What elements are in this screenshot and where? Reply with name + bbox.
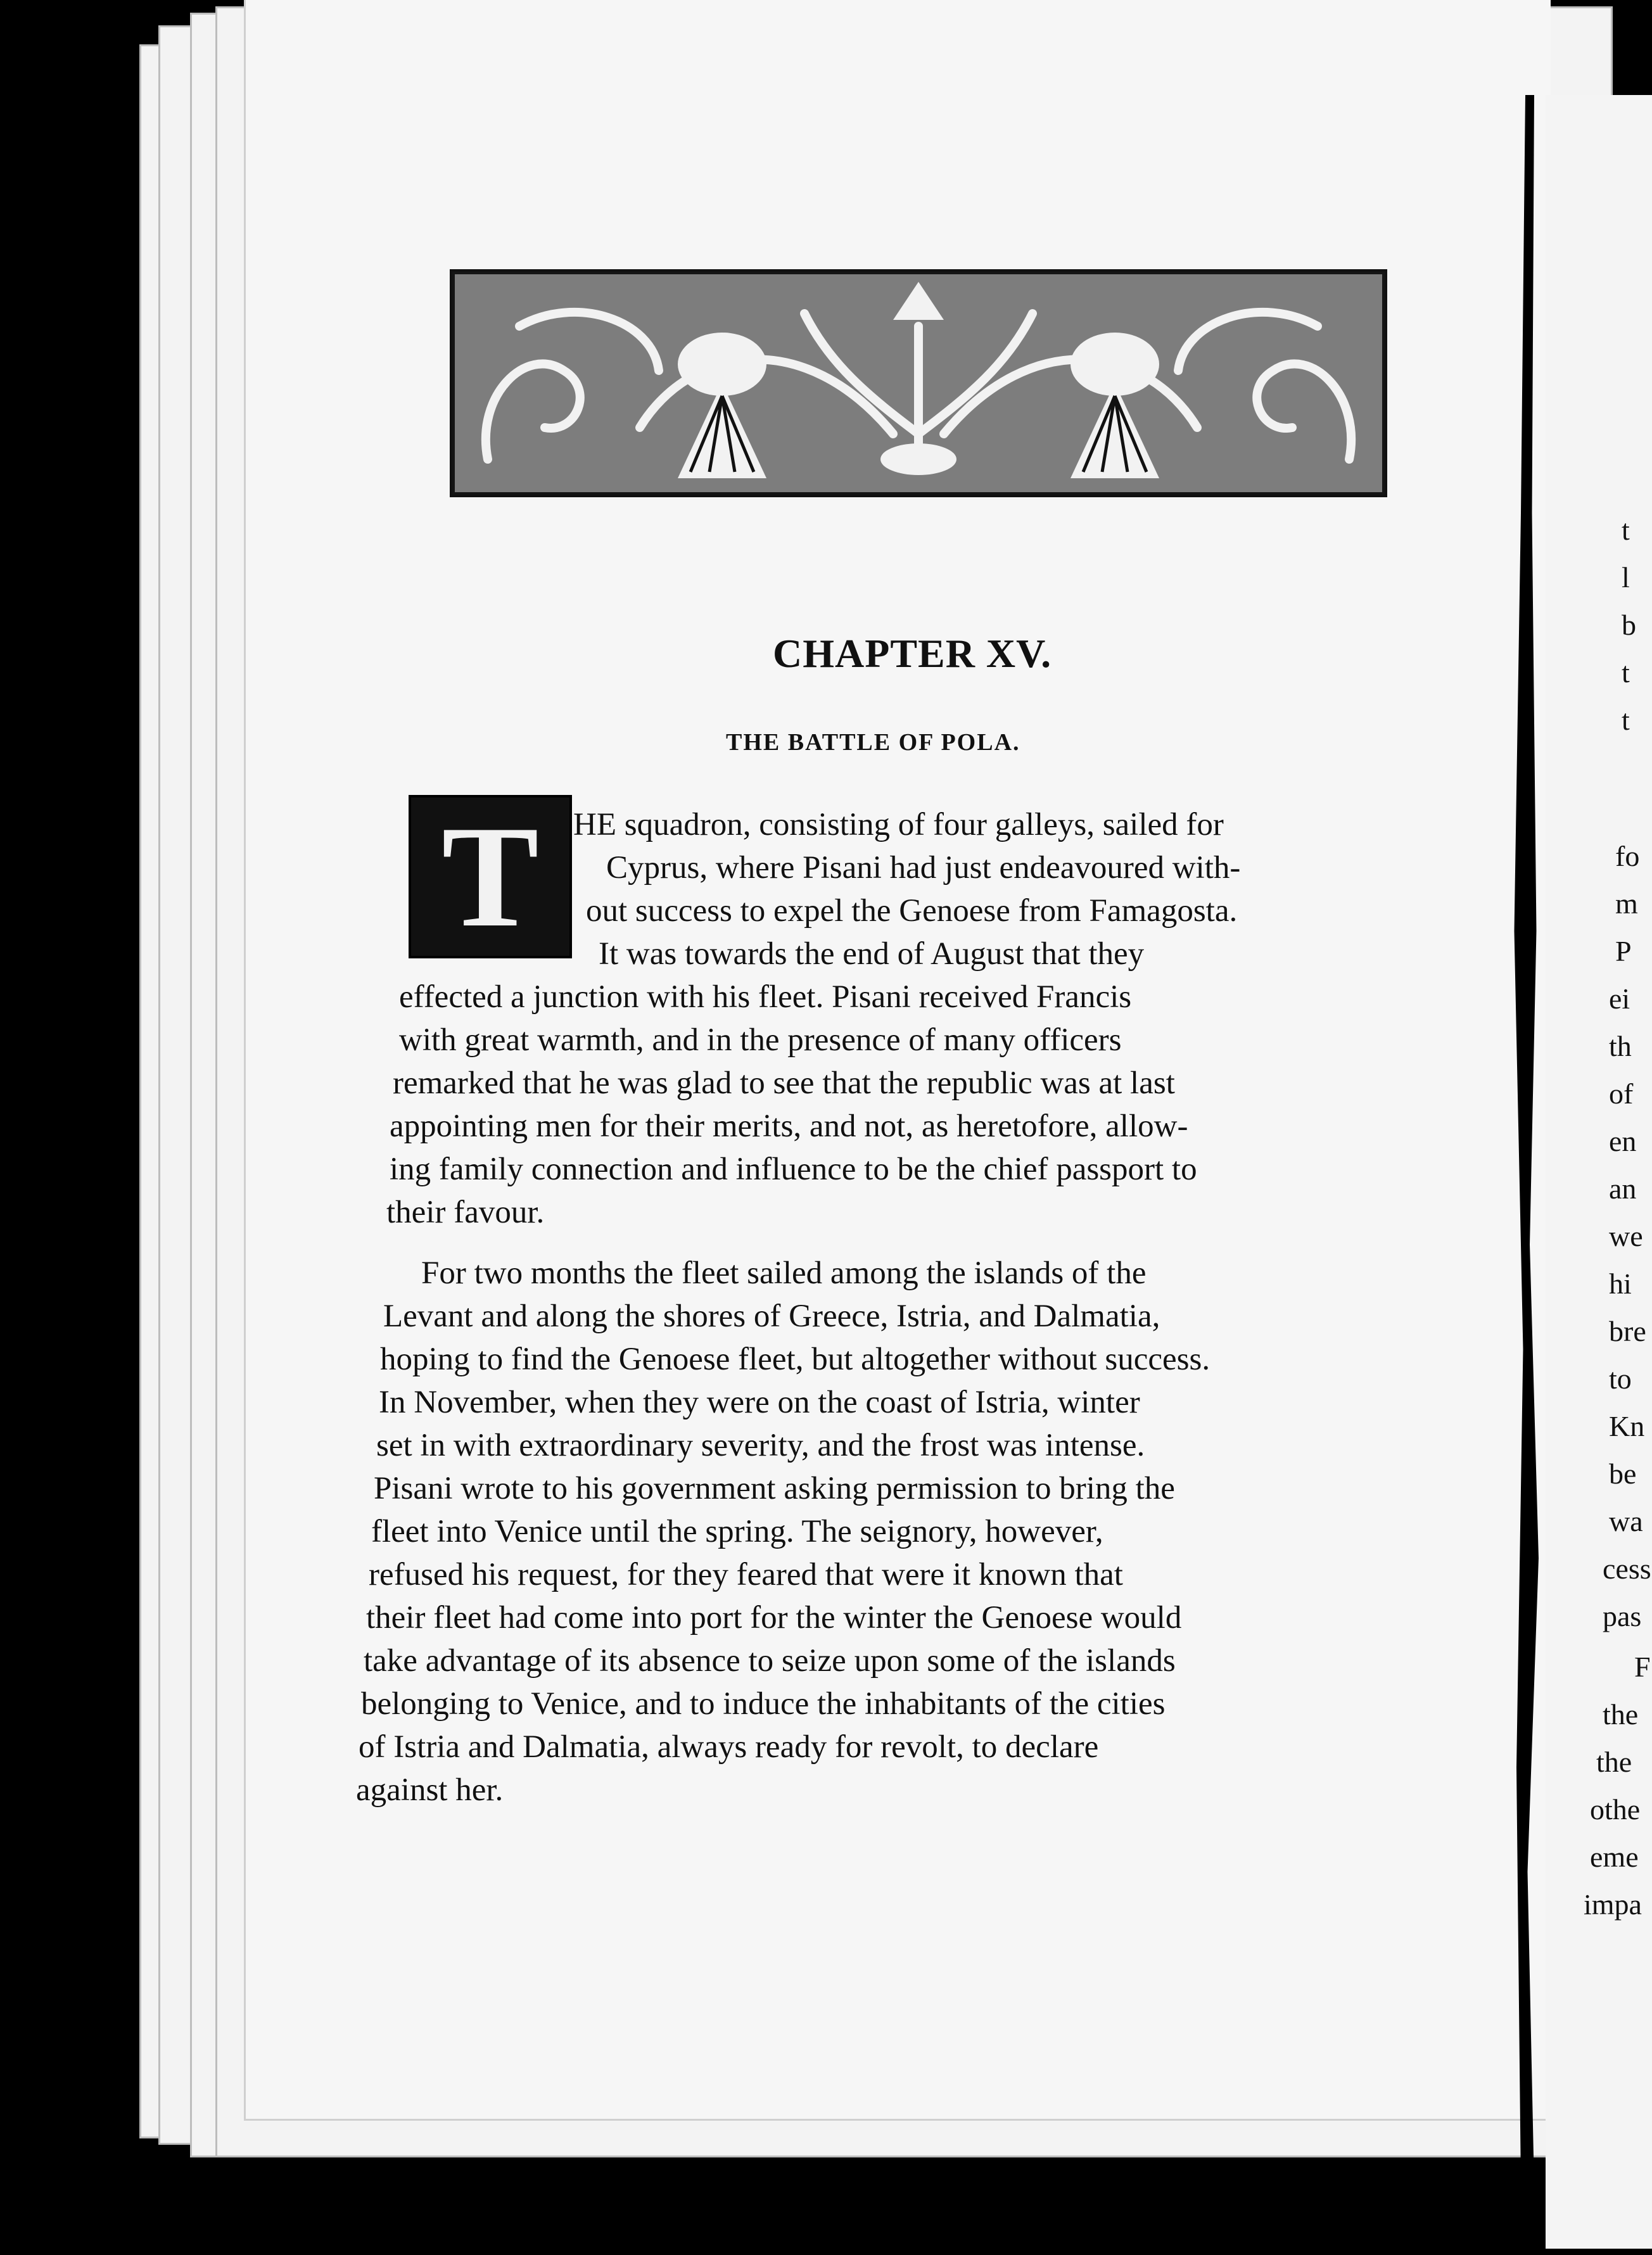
text-line: against her. [356, 1772, 504, 1808]
facing-text: t [1622, 704, 1630, 736]
facing-text: fo [1615, 840, 1640, 872]
text-line: Cyprus, where Pisani had just endeavoured with- [606, 850, 1241, 886]
facing-text: t [1622, 656, 1630, 689]
drop-cap-letter: T [442, 796, 539, 957]
facing-text: othe [1590, 1793, 1641, 1826]
text-line: take advantage of its absence to seize upon some of the islands [364, 1643, 1176, 1679]
text-line: refused his request, for they feared that were it known that [369, 1557, 1123, 1592]
facing-text: pas [1603, 1600, 1642, 1632]
header-ornament [450, 269, 1387, 497]
drop-cap [409, 795, 572, 958]
text-line: out success to expel the Genoese from Famagosta. [586, 893, 1238, 929]
text-line: Levant and along the shores of Greece, Istria, and Dalmatia, [383, 1299, 1160, 1334]
facing-text: the [1596, 1746, 1632, 1778]
facing-text: eme [1590, 1841, 1639, 1873]
text-line: appointing men for their merits, and not, as heretofore, allow- [390, 1108, 1188, 1144]
facing-text: b [1622, 609, 1636, 641]
facing-text: an [1609, 1172, 1637, 1205]
facing-text: t [1622, 514, 1630, 546]
facing-text: Kn [1609, 1410, 1645, 1442]
text-line: set in with extraordinary severity, and the frost was intense. [376, 1428, 1145, 1463]
facing-text: F [1634, 1651, 1651, 1683]
facing-text: the [1603, 1698, 1639, 1731]
facing-text: cess [1603, 1553, 1651, 1585]
facing-text: en [1609, 1125, 1637, 1157]
facing-page-fragment [1546, 95, 1652, 2249]
text-line: ing family connection and influence to be the chief passport to [390, 1152, 1197, 1187]
chapter-subtitle: THE BATTLE OF POLA. [726, 729, 1020, 756]
facing-text: impa [1584, 1888, 1642, 1921]
facing-text: m [1615, 887, 1638, 920]
text-line: with great warmth, and in the presence of many officers [399, 1022, 1122, 1058]
text-line: effected a junction with his fleet. Pisani received Francis [399, 979, 1132, 1015]
facing-text: bre [1609, 1315, 1646, 1347]
text-line: In November, when they were on the coast of Istria, winter [379, 1385, 1140, 1420]
text-line: belonging to Venice, and to induce the inhabitants of the cities [361, 1686, 1166, 1722]
facing-text: P [1615, 935, 1632, 967]
text-line: It was towards the end of August that they [599, 936, 1145, 972]
text-line: HE squadron, consisting of four galleys, sailed for [573, 807, 1224, 842]
facing-text: of [1609, 1077, 1634, 1110]
facing-text: be [1609, 1458, 1637, 1490]
text-line: fleet into Venice until the spring. The seignory, however, [371, 1514, 1103, 1549]
facing-text: wa [1609, 1505, 1643, 1537]
text-line: remarked that he was glad to see that the republic was at last [393, 1065, 1175, 1101]
text-line: For two months the fleet sailed among the islands of the [421, 1255, 1147, 1291]
text-line: Pisani wrote to his government asking permission to bring the [374, 1471, 1175, 1506]
text-line: of Istria and Dalmatia, always ready for revolt, to declare [359, 1729, 1099, 1765]
facing-text: l [1622, 561, 1630, 594]
facing-text: hi [1609, 1267, 1632, 1300]
text-line: hoping to find the Genoese fleet, but altogether without success. [380, 1342, 1210, 1377]
facing-text: th [1609, 1030, 1632, 1062]
facing-text: to [1609, 1363, 1632, 1395]
text-line: their favour. [386, 1195, 545, 1230]
chapter-title: CHAPTER XV. [773, 631, 1052, 676]
text-line: their fleet had come into port for the winter the Genoese would [366, 1600, 1182, 1636]
facing-text: ei [1609, 982, 1630, 1015]
facing-text: we [1609, 1220, 1643, 1252]
